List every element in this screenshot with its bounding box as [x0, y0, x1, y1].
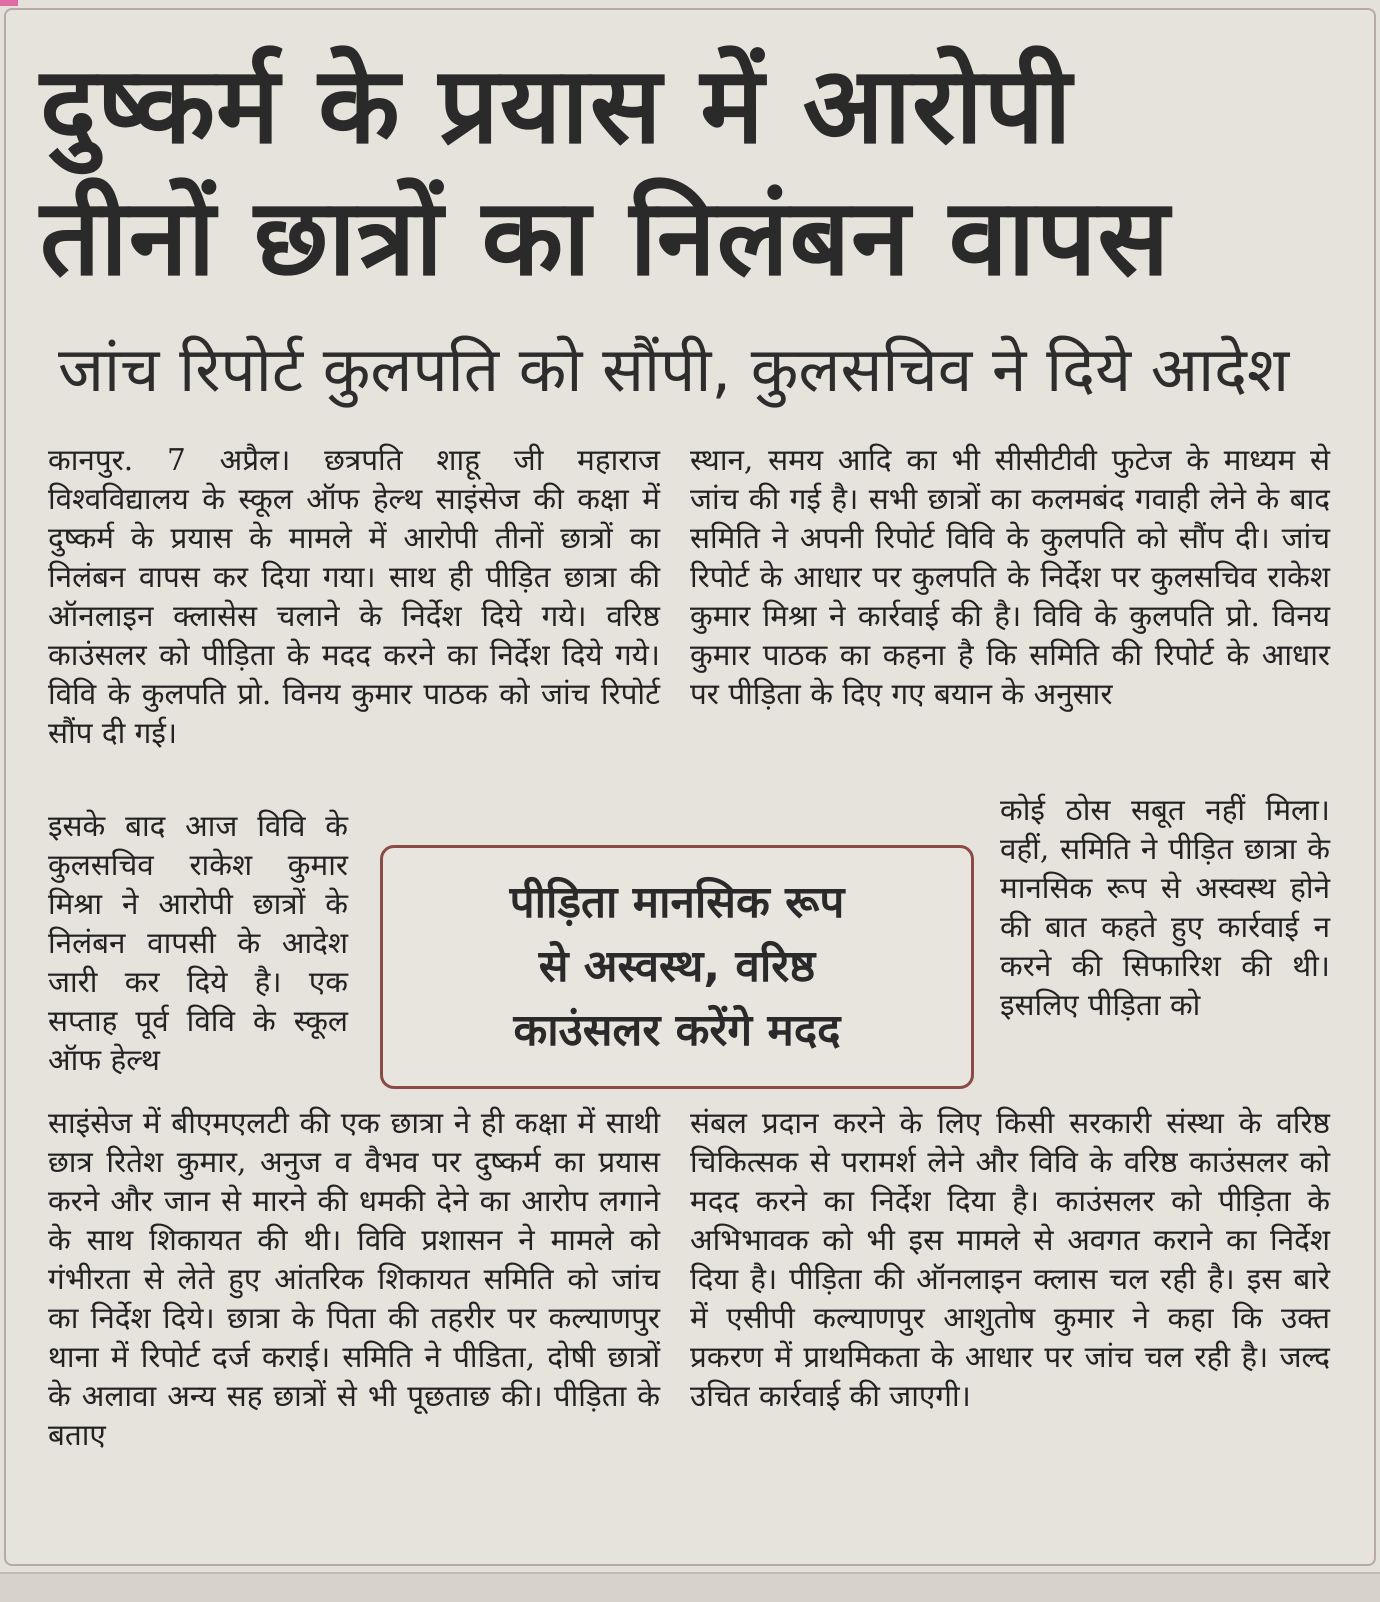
subheadline: जांच रिपोर्ट कुलपति को सौंपी, कुलसचिव ने दिये आदेश — [58, 333, 1290, 406]
paragraph-dateline: कानपुर. 7 अप्रैल। छत्रपति शाहू जी महाराज विश्वविद्यालय के स्कूल ऑफ हेल्थ साइंसेज की कक्षा में दुष्कर्म के प्रयास के मामले में आरोपी तीनों छात्रों का निलंबन वापस कर दिया गया। साथ ही पीड़ित छात्रा की ऑनलाइन क्लासेस चलाने के निर्देश दिये गये। वरिष्ठ काउंसलर को पीड़िता के मदद करने का निर्देश दिये गये। विवि के कुलपति प्रो. विनय कुमार पाठक को जांच रिपोर्ट सौंप दी गई। — [48, 443, 660, 750]
pull-quote-text — [492, 871, 863, 1063]
paragraph-left-side: इसके बाद आज विवि के कुलसचिव राकेश कुमार मिश्रा ने आरोपी छात्रों के निलंबन वापसी के आदेश जारी कर दिये है। एक सप्ताह पूर्व विवि के स्कूल ऑफ हेल्थ — [48, 809, 348, 1077]
headline-line-2: तीनों छात्रों का निलंबन वापस — [40, 176, 1171, 299]
pull-quote-line-1: पीड़िता मानसिक रूप — [509, 877, 845, 928]
pull-quote-line-2: से अस्वस्थ, वरिष्ठ — [538, 941, 816, 992]
pull-quote-box — [380, 845, 974, 1089]
pull-quote-line-3: काउंसलर करेंगे मदद — [513, 1005, 841, 1056]
right-column-top — [690, 441, 1330, 714]
headline-line-1: दुष्कर्म के प्रयास में आरोपी — [40, 44, 1073, 167]
right-column-side — [1000, 791, 1330, 1025]
headline — [40, 40, 1340, 304]
left-column-top — [48, 441, 660, 753]
left-column-bottom — [48, 1104, 660, 1455]
right-column-bottom — [690, 1104, 1330, 1416]
next-article-edge — [0, 1572, 1380, 1602]
paragraph-right-side: कोई ठोस सबूत नहीं मिला। वहीं, समिति ने पीड़ित छात्रा के मानसिक रूप से अस्वस्थ होने की बात कहते हुए कार्रवाई न करने की सिफारिश की थी। इसलिए पीड़िता को — [1000, 793, 1330, 1022]
paragraph-right-top: स्थान, समय आदि का भी सीसीटीवी फुटेज के माध्यम से जांच की गई है। सभी छात्रों का कलमबंद गवाही लेने के बाद समिति ने अपनी रिपोर्ट विवि के कुलपति को सौंप दी। जांच रिपोर्ट के आधार पर कुलपति के निर्देश पर कुलसचिव राकेश कुमार मिश्रा ने कार्रवाई की है। विवि के कुलपति प्रो. विनय कुमार पाठक का कहना है कि समिति की रिपोर्ट के आधार पर पीड़िता के दिए गए बयान के अनुसार — [690, 443, 1330, 711]
paragraph-left-bottom: साइंसेज में बीएमएलटी की एक छात्रा ने ही कक्षा में साथी छात्र रितेश कुमार, अनुज व वैभव पर दुष्कर्म का प्रयास करने और जान से मारने की धमकी देने का आरोप लगाने के साथ शिकायत की थी। विवि प्रशासन ने मामले को गंभीरता से लेते हुए आंतरिक शिकायत समिति को जांच का निर्देश दिये। छात्रा के पिता की तहरीर पर कल्याणपुर थाना में रिपोर्ट दर्ज कराई। समिति ने पीडिता, दोषी छात्रों के अलावा अन्य सह छात्रों से भी पूछताछ की। पीड़िता के बताए — [48, 1106, 660, 1452]
corner-color-mark — [0, 0, 18, 6]
paragraph-right-bottom: संबल प्रदान करने के लिए किसी सरकारी संस्था के वरिष्ठ चिकित्सक से परामर्श लेने और विवि के वरिष्ठ काउंसलर को मदद करने का निर्देश दिया है। काउंसलर को पीड़िता के अभिभावक को भी इस मामले से अवगत कराने का निर्देश दिया है। पीड़िता की ऑनलाइन क्लास चल रही है। इस बारे में एसीपी कल्याणपुर आशुतोष कुमार ने कहा कि उक्त प्रकरण में प्राथमिकता के आधार पर जांच चल रही है। जल्द उचित कार्रवाई की जाएगी। — [690, 1106, 1330, 1413]
left-column-side — [48, 807, 348, 1080]
